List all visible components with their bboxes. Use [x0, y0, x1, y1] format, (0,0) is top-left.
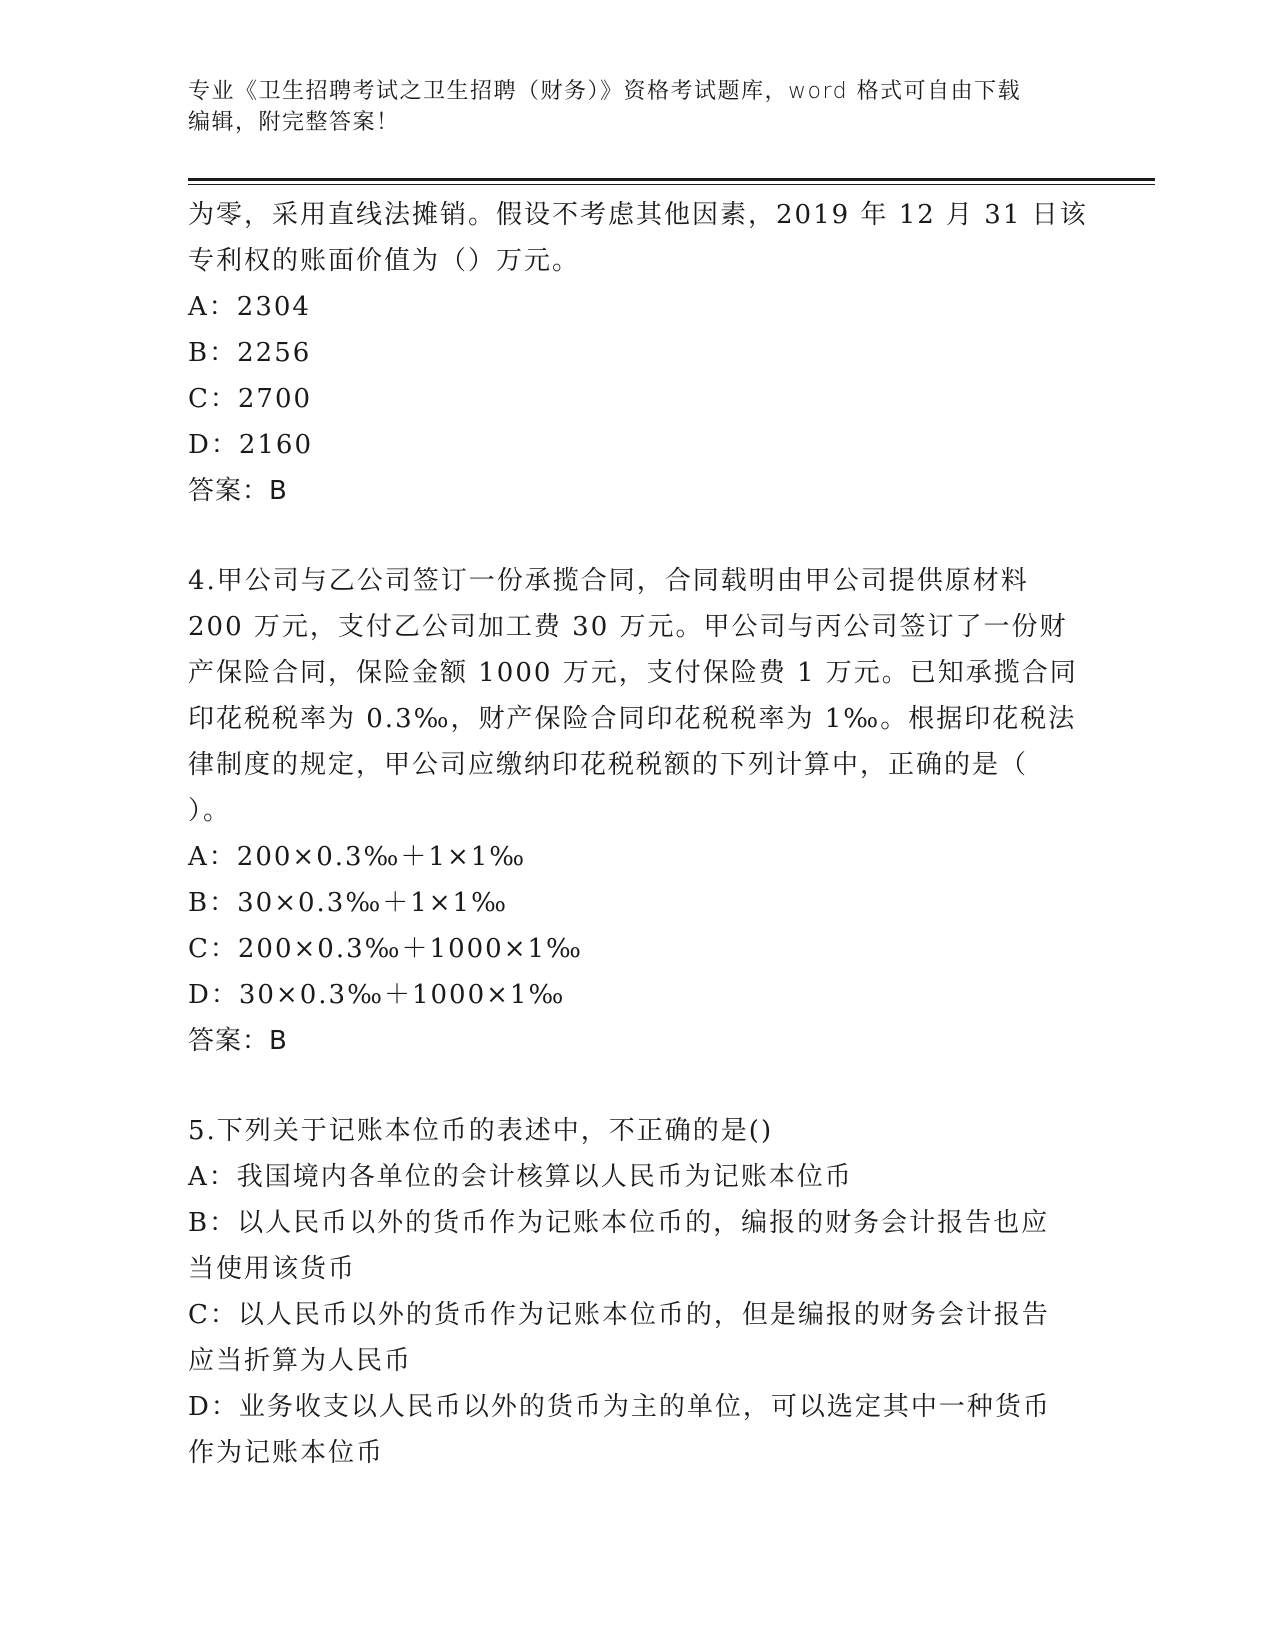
- header-line-1: 专业《卫生招聘考试之卫生招聘（财务）》资格考试题库，word 格式可自由下载: [188, 79, 1022, 104]
- page-header: [188, 76, 1068, 138]
- question-5-option-a: A：我国境内各单位的会计核算以人民币为记账本位币: [188, 1162, 853, 1192]
- header-line-2: 编辑，附完整答案！: [188, 110, 400, 135]
- question-4-option-d: D：30×0.3‰＋1000×1‰: [188, 980, 566, 1010]
- question-4-stem-line-3: 产保险合同，保险金额 1000 万元，支付保险费 1 万元。已知承揽合同: [188, 658, 1078, 688]
- question-5-stem-line-1: 5.下列关于记账本位币的表述中，不正确的是(): [188, 1116, 774, 1146]
- question-4-stem-line-2: 200 万元，支付乙公司加工费 30 万元。甲公司与丙公司签订了一份财: [188, 612, 1068, 642]
- question-4-answer: 答案：B: [188, 1026, 288, 1056]
- question-5-option-d-line-1: D：业务收支以人民币以外的货币为主的单位，可以选定其中一种货币: [188, 1392, 1051, 1422]
- question-5-option-c-line-1: C：以人民币以外的货币作为记账本位币的，但是编报的财务会计报告: [188, 1300, 1050, 1330]
- question-4-stem-line-4: 印花税税率为 0.3‰，财产保险合同印花税税率为 1‰。根据印花税法: [188, 704, 1077, 734]
- question-3-block: [188, 192, 1088, 514]
- question-4-option-a: A：200×0.3‰＋1×1‰: [188, 842, 527, 872]
- spacer: [188, 1064, 1073, 1108]
- question-4-stem-line-1: 4.甲公司与乙公司签订一份承揽合同，合同载明由甲公司提供原材料: [188, 566, 1029, 596]
- question-4-block: [188, 558, 1078, 1064]
- question-3-stem-line-1: 为零，采用直线法摊销。假设不考虑其他因素，2019 年 12 月 31 日该: [188, 200, 1088, 230]
- question-4-option-c: C：200×0.3‰＋1000×1‰: [188, 934, 583, 964]
- question-3-option-b: B：2256: [188, 338, 312, 368]
- document-body: [188, 192, 1088, 1476]
- question-3-option-a: A：2304: [188, 292, 311, 322]
- question-3-stem-line-2: 专利权的账面价值为（）万元。: [188, 246, 581, 276]
- question-3-option-c: C：2700: [188, 384, 313, 414]
- question-4-option-b: B：30×0.3‰＋1×1‰: [188, 888, 508, 918]
- header-divider-thick: [188, 178, 1155, 181]
- question-4-stem-line-5: 律制度的规定，甲公司应缴纳印花税税额的下列计算中，正确的是（: [188, 750, 1029, 780]
- question-3-answer: 答案：B: [188, 476, 288, 506]
- header-divider-thin: [188, 184, 1155, 185]
- question-3-option-d: D：2160: [188, 430, 314, 460]
- question-5-option-d-line-2: 作为记账本位币: [188, 1438, 385, 1468]
- spacer: [188, 514, 1073, 558]
- question-4-stem-line-6: ）。: [188, 796, 232, 826]
- question-5-block: [188, 1108, 1073, 1476]
- question-5-option-b-line-1: B：以人民币以外的货币作为记账本位币的，编报的财务会计报告也应: [188, 1208, 1050, 1238]
- question-5-option-c-line-2: 应当折算为人民币: [188, 1346, 413, 1376]
- question-5-option-b-line-2: 当使用该货币: [188, 1254, 357, 1284]
